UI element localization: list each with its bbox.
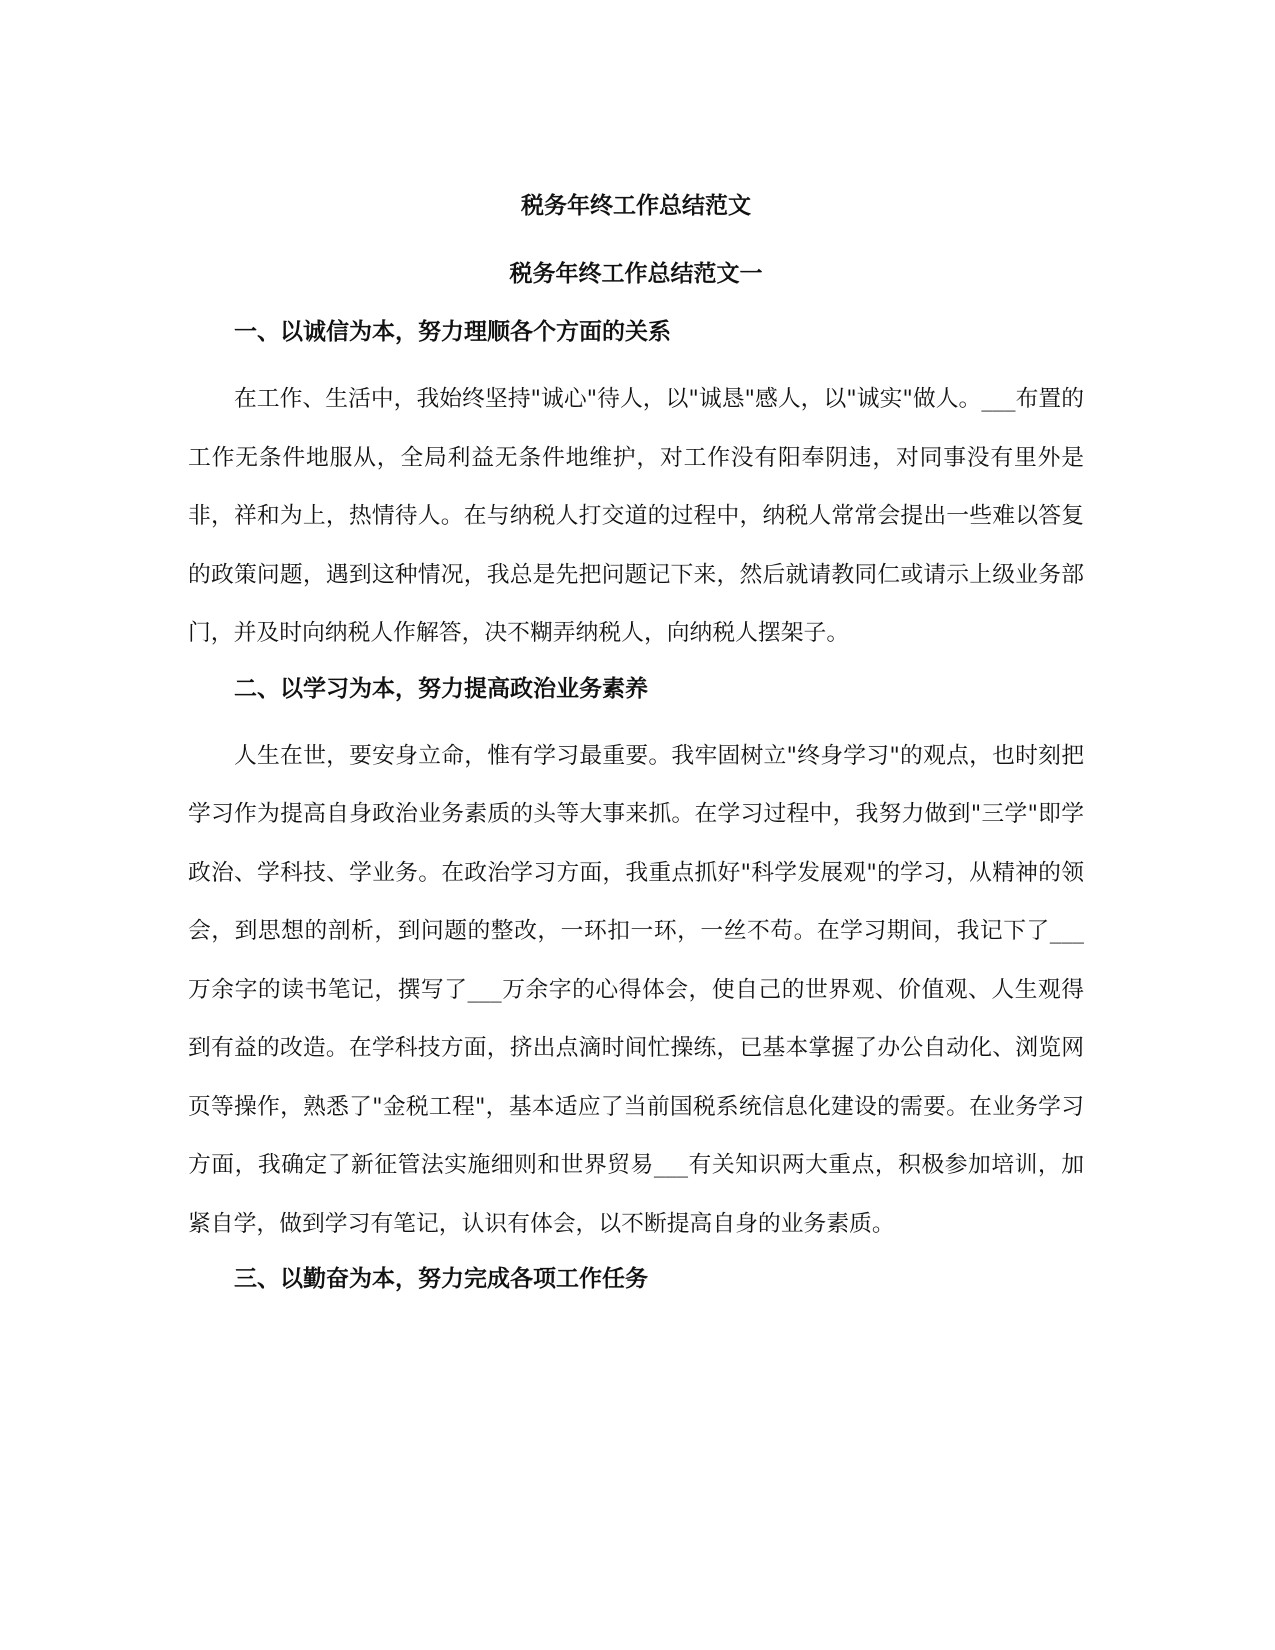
section-heading-3: 三、以勤奋为本，努力完成各项工作任务 [234,1265,648,1292]
document-subtitle: 税务年终工作总结范文一 [509,260,763,287]
section-heading-2: 二、以学习为本，努力提高政治业务素养 [234,674,648,702]
section-paragraph-2: 人生在世，要安身立命，惟有学习最重要。我牢固树立"终身学习"的观点，也时刻把学习作为提高自身政治业务素质的头等大事来抓。在学习过程中，我努力做到"三学"即学政治、学科技、学业务。在政治学习方面，我重点抓好"科学发展观"的学习，从精神的领会，到思想的剖析，到问题的整改，一环扣一环，一丝不苟。在学习期间，我记下了___万余字的读书笔记，撰写了___万余字的心得体会，使自己的世界观、价值观、人生观得到有益的改造。在学科技方面，挤出点滴时间忙操练，已基本掌握了办公自动化、浏览网页等操作，熟悉了"金税工程"，基本适应了当前国税系统信息化建设的需要。在业务学习方面，我确定了新征管法实施细则和世界贸易___有关知识两大重点，积极参加培训，加紧自学，做到学习有笔记，认识有体会，以不断提高自身的业务素质。 [188,742,1084,1237]
section-heading-1: 一、以诚信为本，努力理顺各个方面的关系 [234,318,671,345]
section-paragraph-1: 在工作、生活中，我始终坚持"诚心"待人，以"诚恳"感人，以"诚实"做人。___布置的工作无条件地服从，全局利益无条件地维护，对工作没有阳奉阴违，对同事没有里外是非，祥和为上，热情待人。在与纳税人打交道的过程中，纳税人常常会提出一些难以答复的政策问题，遇到这种情况，我总是先把问题记下来，然后就请教同仁或请示上级业务部门，并及时向纳税人作解答，决不糊弄纳税人，向纳税人摆架子。 [188,386,1084,646]
document-body [188,186,1084,1317]
document-title: 税务年终工作总结范文 [521,192,751,219]
